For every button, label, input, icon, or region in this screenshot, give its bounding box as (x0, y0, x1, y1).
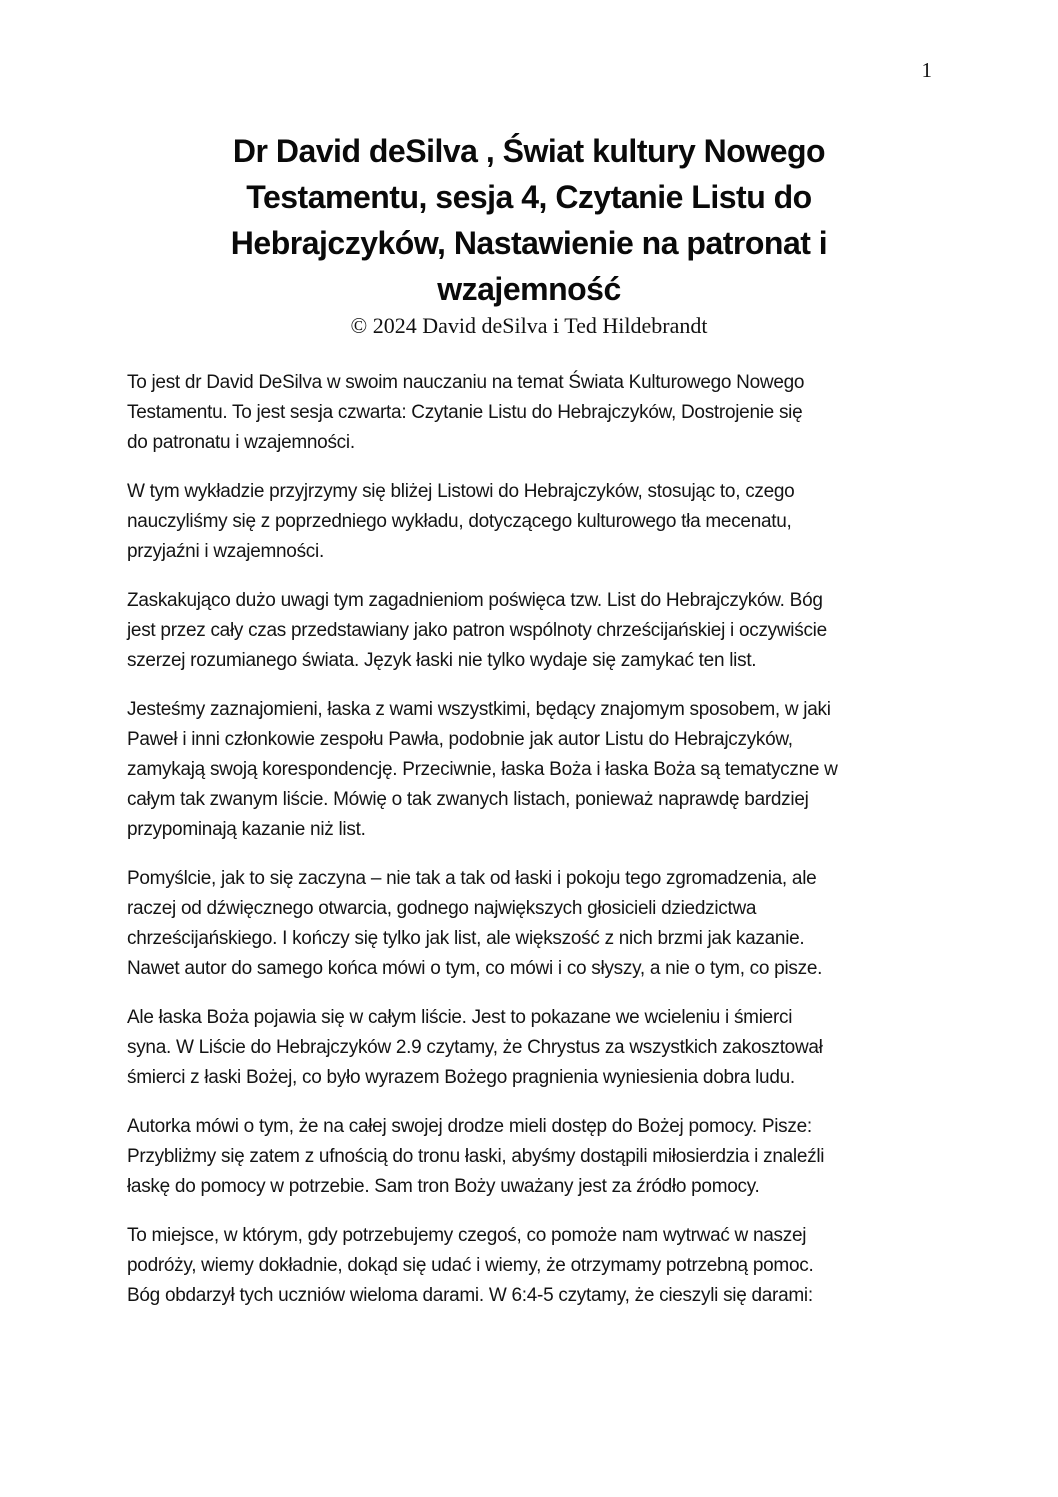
text-line: szerzej rozumianego świata. Język łaski nie tylko wydaje się zamykać ten list. (127, 650, 757, 671)
text-line: przyjaźni i wzajemności. (127, 541, 324, 562)
text-line: To miejsce, w którym, gdy potrzebujemy czegoś, co pomoże nam wytrwać w naszej (127, 1225, 807, 1246)
text-line: Testamentu. To jest sesja czwarta: Czytanie Listu do Hebrajczyków, Dostrojenie się (127, 402, 803, 423)
text-line: Ale łaska Boża pojawia się w całym liście. Jest to pokazane we wcieleniu i śmierci (127, 1007, 793, 1028)
text-line: Pomyślcie, jak to się zaczyna – nie tak a tak od łaski i pokoju tego zgromadzenia, ale (127, 868, 817, 889)
text-line: W tym wykładzie przyjrzymy się bliżej Listowi do Hebrajczyków, stosując to, czego (127, 481, 795, 502)
text-line: do patronatu i wzajemności. (127, 432, 355, 453)
paragraph-intro (127, 368, 931, 458)
text-line: nauczyliśmy się z poprzedniego wykładu, dotyczącego kulturowego tła mecenatu, (127, 511, 792, 532)
copyright-line: © 2024 David deSilva i Ted Hildebrandt (350, 313, 708, 338)
text-line: Przybliżmy się zatem z ufnością do tronu łaski, abyśmy dostąpili miłosierdzia i znaleźli (127, 1146, 825, 1167)
text-line: Zaskakująco dużo uwagi tym zagadnieniom poświęca tzw. List do Hebrajczyków. Bóg (127, 590, 823, 611)
text-line: podróży, wiemy dokładnie, dokąd się udać i wiemy, że otrzymamy potrzebną pomoc. (127, 1255, 814, 1276)
paragraph-attention (127, 586, 931, 676)
text-line: Paweł i inni członkowie zespołu Pawła, podobnie jak autor Listu do Hebrajczyków, (127, 729, 793, 750)
text-line: Jesteśmy zaznajomieni, łaska z wami wszystkimi, będący znajomym sposobem, w jaki (127, 699, 831, 720)
title-line: Dr David deSilva , Świat kultury Nowego (232, 133, 826, 169)
title-line: wzajemność (437, 271, 621, 307)
text-line: jest przez cały czas przedstawiany jako patron wspólnoty chrześcijańskiej i oczywiście (127, 620, 827, 641)
title-line: Hebrajczyków, Nastawienie na patronat i (230, 225, 828, 261)
text-line: śmierci z łaski Bożej, co było wyrazem Bożego pragnienia wyniesienia dobra ludu. (127, 1067, 795, 1088)
text-line: Bóg obdarzył tych uczniów wieloma darami. W 6:4-5 czytamy, że cieszyli się darami: (127, 1285, 813, 1306)
title-line: Testamentu, sesja 4, Czytanie Listu do (246, 179, 812, 215)
text-line: zamykają swoją korespondencję. Przeciwnie, łaska Boża i łaska Boża są tematyczne w (127, 759, 838, 780)
paragraph-throne (127, 1112, 931, 1202)
text-line: Autorka mówi o tym, że na całej swojej drodze mieli dostęp do Bożej pomocy. Pisze: (127, 1116, 812, 1137)
text-line: całym tak zwanym liście. Mówię o tak zwanych listach, ponieważ naprawdę bardziej (127, 789, 809, 810)
page-number: 1 (921, 58, 932, 82)
text-line: raczej od dźwięcznego otwarcia, godnego największych głosicieli dziedzictwa (127, 898, 757, 919)
text-line: Nawet autor do samego końca mówi o tym, co mówi i co słyszy, a nie o tym, co pisze. (127, 958, 823, 979)
text-line: chrześcijańskiego. I kończy się tylko jak list, ale większość z nich brzmi jak kazanie. (127, 928, 805, 949)
document-body (127, 368, 931, 1311)
text-line: syna. W Liście do Hebrajczyków 2.9 czytamy, że Chrystus za wszystkich zakosztował (127, 1037, 823, 1058)
paragraph-gifts (127, 1221, 931, 1311)
document-title (110, 128, 948, 312)
text-line: przypominają kazanie niż list. (127, 819, 366, 840)
paragraph-opening (127, 864, 931, 984)
text-line: łaskę do pomocy w potrzebie. Sam tron Boży uważany jest za źródło pomocy. (127, 1176, 760, 1197)
paragraph-grace (127, 1003, 931, 1093)
paragraph-lecture-overview (127, 477, 931, 567)
paragraph-correspondence (127, 695, 931, 845)
text-line: To jest dr David DeSilva w swoim nauczaniu na temat Świata Kulturowego Nowego (127, 372, 805, 393)
